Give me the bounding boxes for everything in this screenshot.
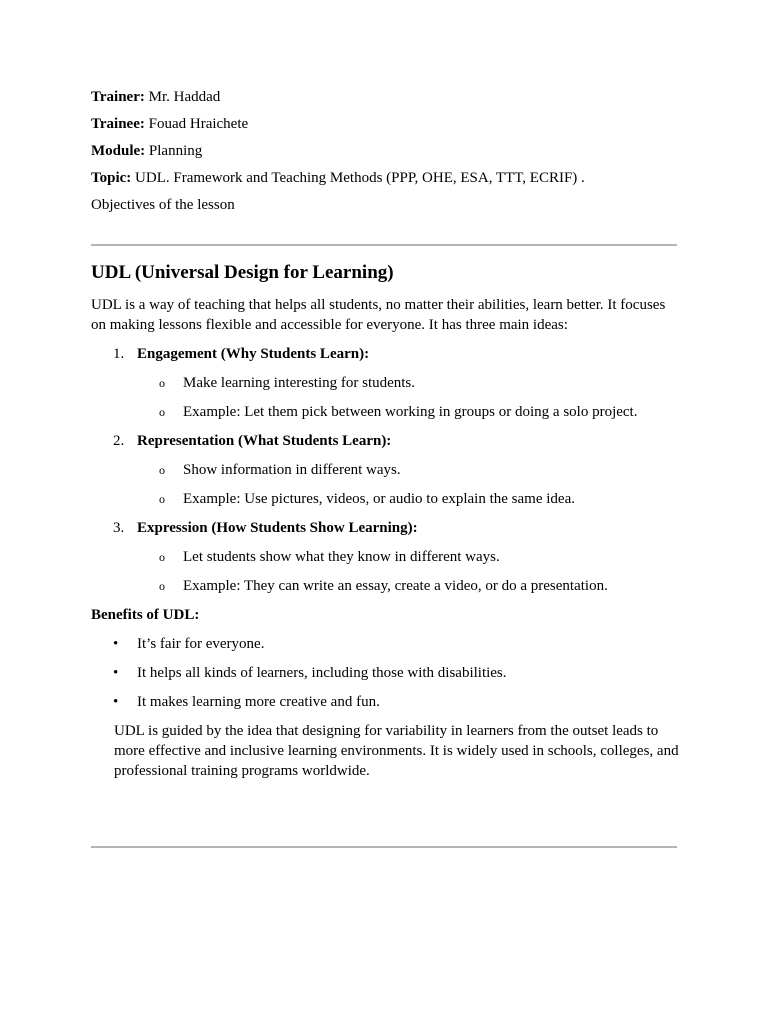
horizontal-divider-bottom [91, 846, 677, 848]
idea-point [91, 402, 663, 422]
idea-point-text: Show information in different ways. [183, 462, 401, 478]
module-line [91, 138, 677, 165]
idea-item [91, 431, 681, 451]
idea-point-text: Make learning interesting for students. [183, 375, 416, 391]
benefit-text: It’s fair for everyone. [137, 636, 265, 652]
circle-bullet-icon: o [159, 405, 165, 419]
circle-bullet-icon: o [159, 579, 165, 593]
idea-point [91, 460, 663, 480]
idea-heading: Representation (What Students Learn): [137, 433, 392, 449]
idea-point [91, 489, 663, 509]
topic-label: Topic: [91, 170, 132, 186]
benefit-item [91, 634, 681, 654]
bullet-icon: • [113, 665, 119, 681]
circle-bullet-icon: o [159, 492, 165, 506]
benefit-text: It makes learning more creative and fun. [137, 694, 380, 710]
trainee-label: Trainee: [91, 116, 145, 132]
idea-item [91, 344, 681, 364]
idea-item [91, 518, 681, 538]
intro-paragraph: UDL is a way of teaching that helps all students, no matter their abilities, learn better. It focuses on making lessons flexible and accessible for everyone. It has three main ideas: [91, 297, 666, 333]
circle-bullet-icon: o [159, 550, 165, 564]
trainee-value: Fouad Hraichete [148, 116, 249, 132]
lesson-header [91, 84, 677, 219]
module-label: Module: [91, 143, 146, 159]
idea-point-text: Example: They can write an essay, create a video, or do a presentation. [183, 578, 608, 594]
benefit-item [91, 692, 681, 712]
idea-heading: Expression (How Students Show Learning): [137, 520, 418, 536]
objectives-line: Objectives of the lesson [91, 197, 235, 213]
module-value: Planning [148, 143, 203, 159]
topic-value: UDL. Framework and Teaching Methods (PPP, OHE, ESA, TTT, ECRIF) . [135, 170, 585, 186]
idea-point [91, 576, 663, 596]
closing-paragraph: UDL is guided by the idea that designing for variability in learners from the outset leads to more effective and inclusive learning environments. It is widely used in schools, colleges, and professional training programs worldwide. [114, 723, 679, 779]
idea-point [91, 373, 663, 393]
benefits-heading: Benefits of UDL: [91, 607, 200, 623]
udl-section [91, 261, 681, 796]
section-title: UDL (Universal Design for Learning) [91, 262, 394, 283]
bullet-icon: • [113, 636, 119, 652]
bullet-icon: • [113, 694, 119, 710]
topic-line [91, 165, 677, 192]
idea-point-text: Example: Use pictures, videos, or audio to explain the same idea. [183, 491, 575, 507]
circle-bullet-icon: o [159, 463, 165, 477]
idea-number: 1. [113, 346, 125, 362]
trainer-value: Mr. Haddad [148, 89, 221, 105]
trainer-label: Trainer: [91, 89, 145, 105]
idea-point [91, 547, 663, 567]
circle-bullet-icon: o [159, 376, 165, 390]
benefit-item [91, 663, 681, 683]
idea-heading: Engagement (Why Students Learn): [137, 346, 370, 362]
horizontal-divider-top [91, 244, 677, 246]
trainee-line [91, 111, 677, 138]
idea-point-text: Let students show what they know in different ways. [183, 549, 500, 565]
idea-number: 3. [113, 520, 125, 536]
idea-number: 2. [113, 433, 125, 449]
trainer-line [91, 84, 677, 111]
benefit-text: It helps all kinds of learners, including those with disabilities. [137, 665, 507, 681]
idea-point-text: Example: Let them pick between working in groups or doing a solo project. [183, 404, 638, 420]
